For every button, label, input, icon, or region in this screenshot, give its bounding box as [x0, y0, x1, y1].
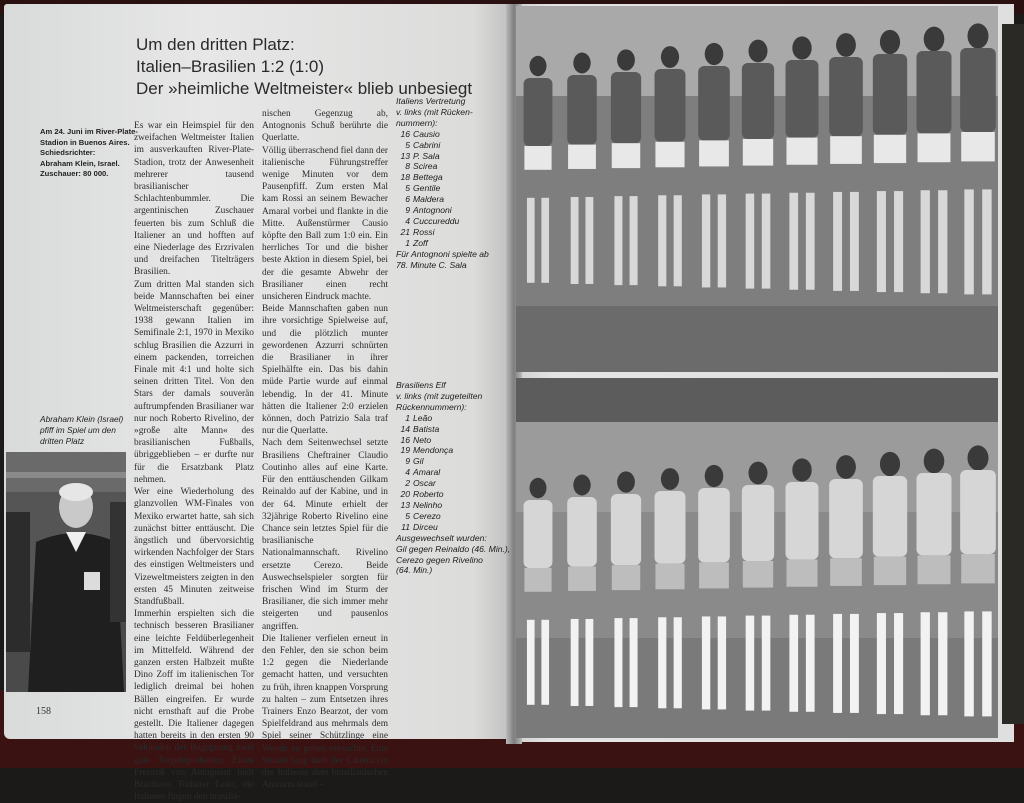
roster-entry: 4 Cuccureddu [405, 215, 460, 226]
page-number: 158 [36, 706, 51, 717]
roster-entry: 16 Causio [400, 128, 440, 139]
roster-entry: 14 Batista [400, 423, 440, 434]
match-info-line: Stadion in Buenos Aires. [40, 137, 130, 147]
title-line-2: Italien–Brasilien 1:2 (1:0) [136, 57, 325, 76]
roster-entry: 5 Cabrini [405, 139, 441, 150]
roster-note: Gil gegen Reinaldo (46. Min.), [396, 543, 511, 554]
roster-entry: 1 Leão [405, 412, 433, 423]
roster-heading: v. links (mit zugeteilten [396, 390, 483, 401]
roster-heading: Rückennummern): [396, 401, 467, 412]
paragraph: nischen Gegenzug ab, Antognonis Schuß berührte die Querlatte. [262, 109, 388, 144]
caption-line: dritten Platz [40, 436, 85, 446]
paragraph: Beide Mannschaften gaben nun ihre vorsichtige Spielweise auf, und die plötzlich munter gewordenen Azzurri schnürten die Brasilianer in ihrer Spielhälfte ein. Das bis dahin müde Partie wurde auf einmal lebendig. In der 41. Minute hätten die Italiener 2:0 erzielen können, doch Patrizio Sala traf nur die Querlatte. [262, 304, 388, 437]
title-line-1: Um den dritten Platz: [136, 35, 295, 54]
match-info-line: Zuschauer: 80 000. [40, 169, 109, 178]
roster-entry: 19 Mendonça [400, 445, 454, 456]
roster-heading: nummern): [396, 117, 438, 128]
roster-entry: 21 Rossi [400, 226, 435, 237]
paragraph: Die Italiener verfielen erneut in den Fehler, den sie schon beim 1:2 gegen die Niederlande gemacht hatten, und versuchten zu früh, ihren knappen Vorsprung zu halten – zum Entsetzen ihres Trainers Enzo Bearzot, der vom Spielfeldrand aus mehrmals dem Spiel seiner Schützlinge eine Wende zu geben versuchte. Eine Stunde lang hielt der Catenaccio der Italiener dem brasilianischen Ansturm stand – [262, 633, 388, 791]
paragraph: Wer eine Wiederholung des glanzvollen WM-Finales von Mexiko erwartet hatte, sah sich zunächst bitter enttäuscht. Die ängstlich und übervorsichtig wirkenden Nachfolger der Stars des einstigen Weltmeisters und Vizeweltmeisters zeigten in den ersten 45 Minuten zeitweise Standfußball. [134, 487, 254, 607]
roster-note: 78. Minute C. Sala [396, 259, 467, 270]
roster-note: Für Antognoni spielte ab [396, 248, 489, 259]
match-info [40, 127, 136, 180]
article-title [136, 34, 496, 100]
roster-entry: 11 Dirceu [401, 521, 438, 532]
roster-note: Ausgewechselt wurden: [396, 532, 487, 543]
roster-entry: 18 Bettega [400, 172, 443, 183]
roster-entry: 4 Amaral [405, 467, 441, 478]
caption-line: Abraham Klein (Israel) [40, 414, 124, 424]
roster-entry: 13 Nelinho [400, 499, 443, 510]
caption-line: pfiff im Spiel um den [40, 425, 116, 435]
italy-roster [396, 96, 506, 271]
roster-entry: 5 Gentile [405, 183, 441, 194]
roster-heading: Brasiliens Elf [396, 380, 446, 390]
paragraph: Immerhin erspielten sich die technisch besseren Brasilianer eine leichte Feldüberlegenheit im Mittelfeld. Während der ganzen ersten Halbzeit mußte Dino Zoff im italienischen Tor lediglich dreimal bei hohen Bällen eingreifen. Er wurde nicht ernsthaft auf die Probe gestellt. Die Italiener dagegen hatten bereits in den ersten 90 Sekunden der Begegnung zwei gute Torgelegenheiten: Einen Freistoß von Antognoni hielt Brasiliens Torhüter Leão, die Italiener fingen den brasilia- [134, 609, 254, 803]
match-info-line: Am 24. Juni im River-Plate- [40, 127, 138, 136]
paragraph: Völlig überraschend fiel dann der italienische Führungstreffer wenige Minuten vor dem Pausenpfiff. Zum ersten Mal kam Rossi an seinem Bewacher Amaral vorbei und flankte in die Mitte. Außenstürmer Causio köpfte den Ball zum 1:0 ein. Ein herrliches Tor und die bisher beste Aktion in diesem Spiel, bei der die gesamte Abwehr der Brasilianer einen recht unsicheren Eindruck machte. [262, 145, 388, 303]
roster-entry: 20 Roberto [400, 489, 444, 500]
text-column-2 [262, 108, 388, 791]
roster-entry: 1 Zoff [405, 237, 428, 248]
roster-entry: 9 Antognoni [405, 205, 452, 216]
roster-entry: 16 Neto [400, 434, 432, 445]
roster-entry: 8 Scirea [405, 161, 438, 172]
roster-entry: 2 Oscar [405, 478, 436, 489]
paragraph: Zum dritten Mal standen sich beide Mannschaften bei einer Weltmeisterschaft gegenüber: 1938 gewann Italien im Semifinale 2:1, 1970 in Mexiko schlug Brasilien die Azzurri in einem packenden, torreichen Finale mit 4:1 und holte sich seinen dritten Titel. Von den Stars der damals souverän auftrumpfenden Brasilianer war nur noch Roberto Rivelino, der »große alte Mann« des brasilianischen Fußballs, übriggeblieben – er durfte nur für die Ersatzbank Platz nehmen. [134, 279, 254, 485]
brazil-roster [396, 380, 510, 576]
roster-entry: 5 Cerezo [405, 510, 441, 521]
roster-heading: Italiens Vertretung [396, 96, 466, 106]
text-column-1 [134, 120, 254, 803]
paragraph: Es war ein Heimspiel für den zweifachen Weltmeister Italien im ausverkauften River-Plate-Stadion, trotz der Anwesenheit mehrerer tausend brasilianischer Schlachtenbummler. Die argentinischen Zuschauer feuerten bis zum Schluß die Italiener an und hofften auf eine Niederlage des Erzrivalen und dreifachen Titelträgers Brasilien. [134, 121, 254, 278]
roster-entry: 13 P. Sala [400, 150, 440, 161]
referee-caption [40, 414, 136, 447]
paragraph: Nach dem Seitenwechsel setzte Brasiliens Cheftrainer Claudio Coutinho alles auf eine Karte. Für den enttäuschenden Gilkam Reinaldo auf der Kabine, und in der 64. Minute erhielt der 32jährige Roberto Rivelino eine Chance sein letztes Spiel für die brasilianische Nationalmannschaft. Rivelino ersetzte Cerezo. Beide Auswechselspieler sorgten für frischen Wind im Sturm der Brasilianer, die sich immer mehr steigerten und pausenlos angriffen. [262, 438, 388, 632]
roster-entry: 9 Gil [405, 456, 424, 467]
roster-note: Cerezo gegen Rivelino [396, 554, 483, 565]
match-info-line: Schiedsrichter: [40, 148, 96, 157]
roster-note: (64. Min.) [396, 565, 433, 576]
brazil-team-photo [516, 378, 998, 738]
roster-entry: 6 Maldera [405, 194, 445, 205]
book-edge [1002, 24, 1024, 724]
match-info-line: Abraham Klein, Israel. [40, 158, 120, 168]
title-line-3: Der »heimliche Weltmeister« blieb unbesiegt [136, 79, 473, 98]
italy-team-photo [516, 6, 998, 372]
referee-photo [6, 452, 126, 692]
roster-heading: v. links (mit Rücken- [396, 106, 473, 117]
